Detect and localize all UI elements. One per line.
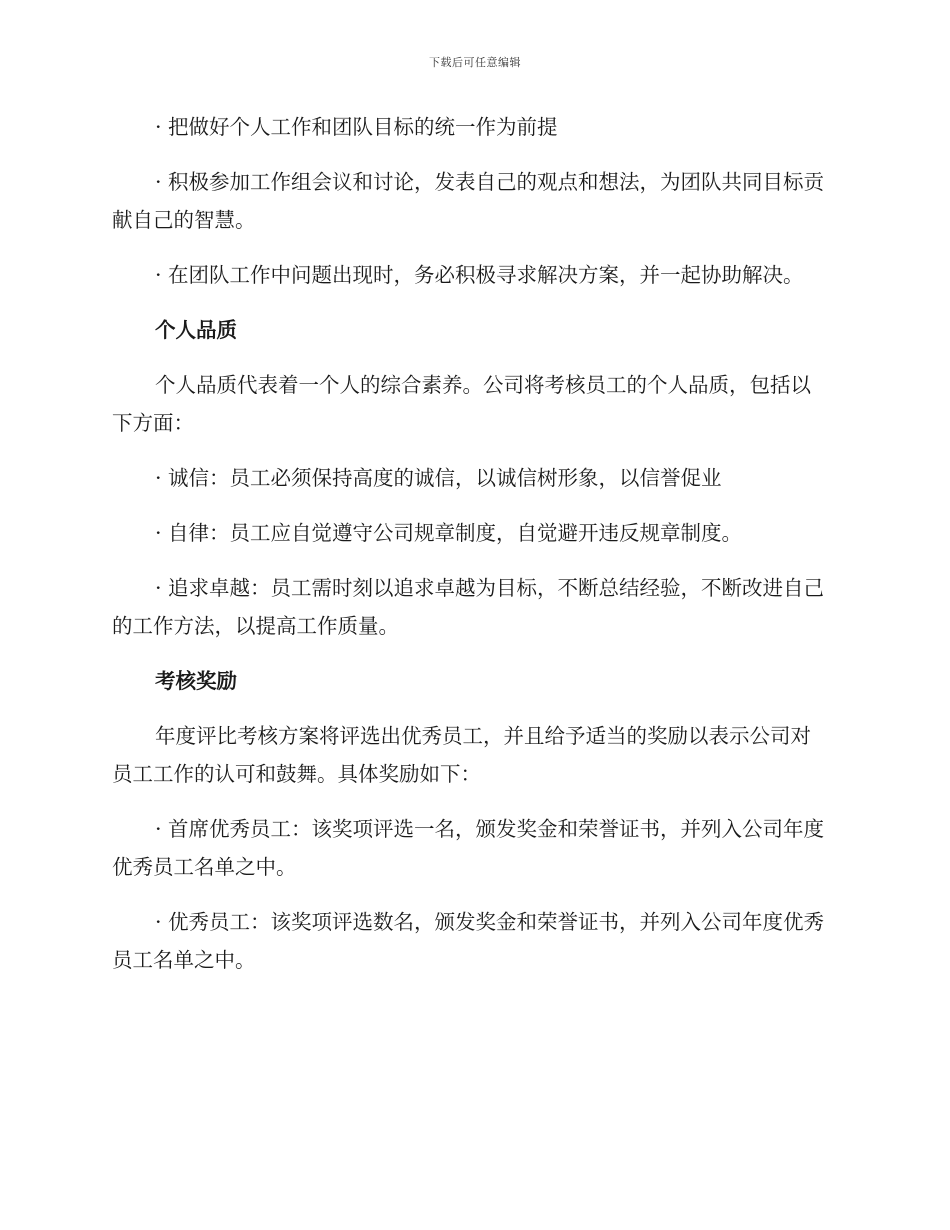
section-heading-rewards: 考核奖励: [155, 669, 237, 693]
paragraph-bullet-excellent-award: · 优秀员工：该奖项评选数名，颁发奖金和荣誉证书，并列入公司年度优秀员工名单之中。: [112, 910, 825, 972]
paragraph-bullet-problem-solving: · 在团队工作中问题出现时，务必积极寻求解决方案，并一起协助解决。: [155, 263, 804, 287]
paragraph-bullet-integrity: · 诚信：员工必须保持高度的诚信，以诚信树形象，以信誉促业: [155, 466, 722, 490]
paragraph-bullet-meetings: · 积极参加工作组会议和讨论，发表自己的观点和想法，为团队共同目标贡献自己的智慧。: [112, 170, 825, 232]
document-body: [112, 108, 830, 996]
paragraph-bullet-chief-award: · 首席优秀员工：该奖项评选一名，颁发奖金和荣誉证书，并列入公司年度优秀员工名单之中。: [112, 817, 825, 879]
page-header: 下载后可任意编辑: [429, 56, 521, 69]
paragraph-rewards-intro: 年度评比考核方案将评选出优秀员工，并且给予适当的奖励以表示公司对员工工作的认可和鼓舞。具体奖励如下：: [112, 724, 811, 786]
section-heading-personal-quality: 个人品质: [155, 318, 237, 342]
paragraph-personal-quality-intro: 个人品质代表着一个人的综合素养。公司将考核员工的个人品质，包括以下方面：: [112, 373, 811, 435]
paragraph-bullet-teamwork-premise: · 把做好个人工作和团队目标的统一作为前提: [155, 115, 558, 139]
paragraph-bullet-excellence: · 追求卓越：员工需时刻以追求卓越为目标，不断总结经验，不断改进自己的工作方法，以提高工作质量。: [112, 576, 825, 638]
paragraph-bullet-self-discipline: · 自律：员工应自觉遵守公司规章制度，自觉避开违反规章制度。: [155, 521, 743, 545]
